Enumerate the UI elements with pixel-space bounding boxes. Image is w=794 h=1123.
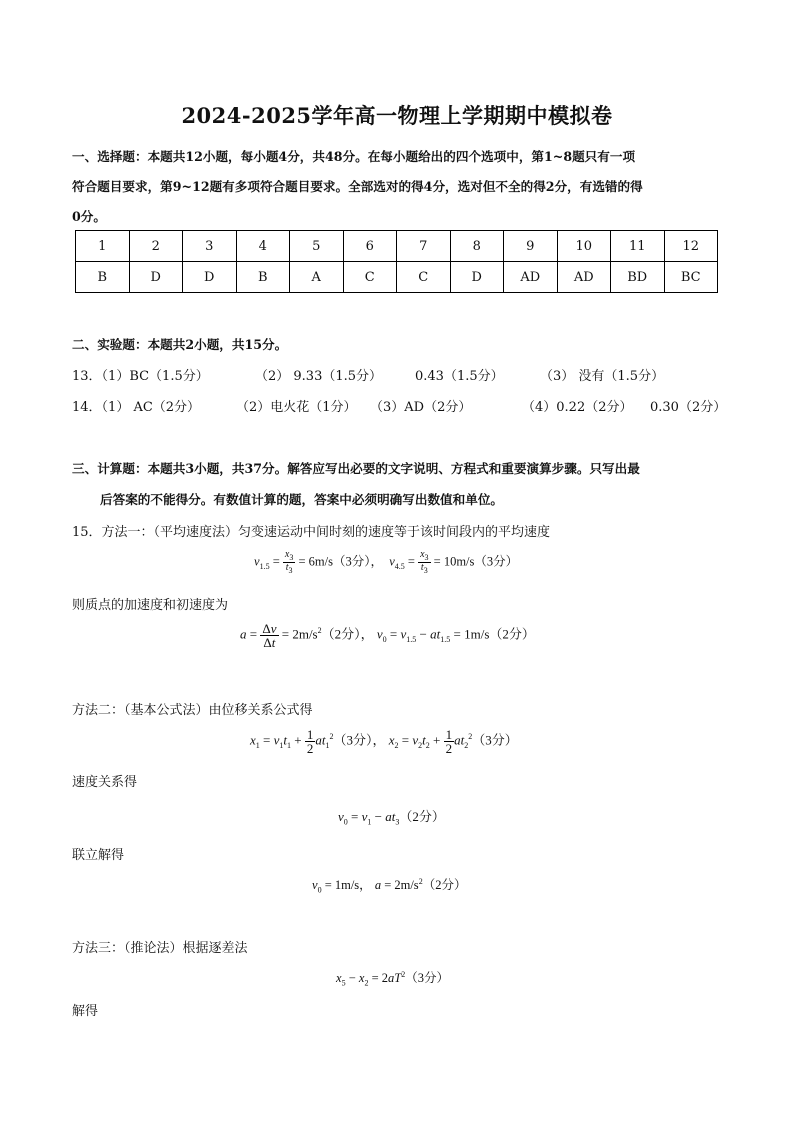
accel-intro: 则质点的加速度和初速度为	[72, 598, 229, 613]
eq4-score: （2分）	[399, 809, 445, 824]
answer-table	[75, 230, 718, 293]
question-number: 4	[236, 231, 290, 262]
velocity-intro: 速度关系得	[72, 775, 138, 790]
q14-part4: （4）0.22（2分）	[522, 400, 633, 415]
answer-cell: D	[450, 262, 504, 293]
question-number: 10	[557, 231, 611, 262]
eq2-b: = 1m/s（2分）	[453, 626, 535, 642]
question-number: 2	[129, 231, 183, 262]
eq5-score: （2分）	[422, 878, 467, 892]
answer-cell: C	[397, 262, 451, 293]
answer-cell: B	[76, 262, 130, 293]
equation-4: $v_0 = v_1 - at_3(2$分）	[338, 809, 445, 827]
equation-6: $x_5 - x_2 = 2aT^2(3$分）	[336, 969, 449, 988]
page-title: 2024-2025学年高一物理上学期期中模拟卷	[181, 103, 613, 128]
q15-method1: 15．方法一：（平均速度法）匀变速运动中间时刻的速度等于该时间段内的平均速度	[72, 525, 551, 540]
question-number: 12	[664, 231, 718, 262]
q14-part5: 0.30（2分）	[650, 400, 727, 415]
eq6-score: （3分）	[405, 971, 449, 985]
question-number: 1	[76, 231, 130, 262]
eq3-score-b: （3分）	[472, 732, 518, 748]
section1-line1: 一、选择题：本题共12小题，每小题4分，共48分。在每小题给出的四个选项中，第1~8题只有一项	[72, 149, 636, 164]
answer-cell: D	[129, 262, 183, 293]
answer-cell: BD	[611, 262, 665, 293]
q15-method3: 方法三：（推论法）根据逐差法	[72, 941, 248, 956]
q15-method2: 方法二：（基本公式法）由位移关系公式得	[72, 703, 313, 718]
answer-cell: A	[290, 262, 344, 293]
question-number: 8	[450, 231, 504, 262]
eq2-a-score: （2分），	[321, 626, 374, 642]
q14-part2: （2）电火花（1分）	[236, 400, 357, 415]
solve-label: 解得	[72, 1004, 99, 1019]
question-number: 7	[397, 231, 451, 262]
eq5-b: = 2m/s	[384, 878, 419, 892]
q13-part2: （2） 9.33（1.5分）	[255, 369, 383, 384]
section3-line1: 三、计算题：本题共3小题，共37分。解答应写出必要的文字说明、方程式和重要演算步骤。只写出最	[72, 461, 640, 476]
q13-part1: 13．（1）BC（1.5分）	[72, 369, 209, 384]
answer-table-number-row	[76, 231, 718, 262]
equation-1: $v_{1.5}$ = $\frac{x_3}{t_3}$ = 6m/s（3分）， $v_{4.5}$ = $\frac{x_3}{t_3}$ = 10m/s（3分）	[254, 549, 519, 575]
section1-line3: 0分。	[72, 209, 106, 224]
q14-part3: （3）AD（2分）	[370, 400, 472, 415]
question-number: 3	[183, 231, 237, 262]
q13-part4: （3） 没有（1.5分）	[540, 369, 665, 384]
answer-cell: C	[343, 262, 397, 293]
question-number: 6	[343, 231, 397, 262]
section2-heading: 二、实验题：本题共2小题，共15分。	[72, 337, 288, 352]
q13-part3: 0.43（1.5分）	[415, 369, 504, 384]
question-number: 11	[611, 231, 665, 262]
answer-cell: AD	[504, 262, 558, 293]
section3-line2: 后答案的不能得分。有数值计算的题，答案中必须明确写出数值和单位。	[100, 492, 503, 507]
answer-cell: D	[183, 262, 237, 293]
eq1-part-a: = 6m/s（3分），	[298, 554, 383, 569]
answer-cell: AD	[557, 262, 611, 293]
eq5-a: = 1m/s，	[324, 878, 372, 892]
section1-line2: 符合题目要求，第9~12题有多项符合题目要求。全部选对的得4分，选对但不全的得2分，有选错的得	[72, 179, 643, 194]
question-number: 9	[504, 231, 558, 262]
q14-part1: 14．（1） AC（2分）	[72, 400, 201, 415]
eq3-score-a: （3分），	[333, 732, 386, 748]
equation-3: $x_1 = v_1t_1$ + $\frac{1}{2}$ $at_1^2(3$分）， $x_2 = v_2t_2$ + $\frac{1}{2}$ $at_2^2(3$分）	[250, 727, 518, 756]
solve-intro: 联立解得	[72, 848, 125, 863]
equation-2: a = $\frac{\Delta v}{\Delta t}$ = $2m/s^2(2$分）， $v_0 = v_{1.5} - at_{1.5} = 1m/s(2$分）	[240, 621, 535, 650]
eq2-a: = 2m/s	[281, 626, 318, 642]
eq1-part-b: = 10m/s（3分）	[433, 554, 519, 569]
answer-cell: BC	[664, 262, 718, 293]
equation-5: $v_0 = 1m/s$， $a = 2m/s^2(2$分）	[312, 876, 467, 895]
answer-table-answer-row	[76, 262, 718, 293]
question-number: 5	[290, 231, 344, 262]
answer-cell: B	[236, 262, 290, 293]
